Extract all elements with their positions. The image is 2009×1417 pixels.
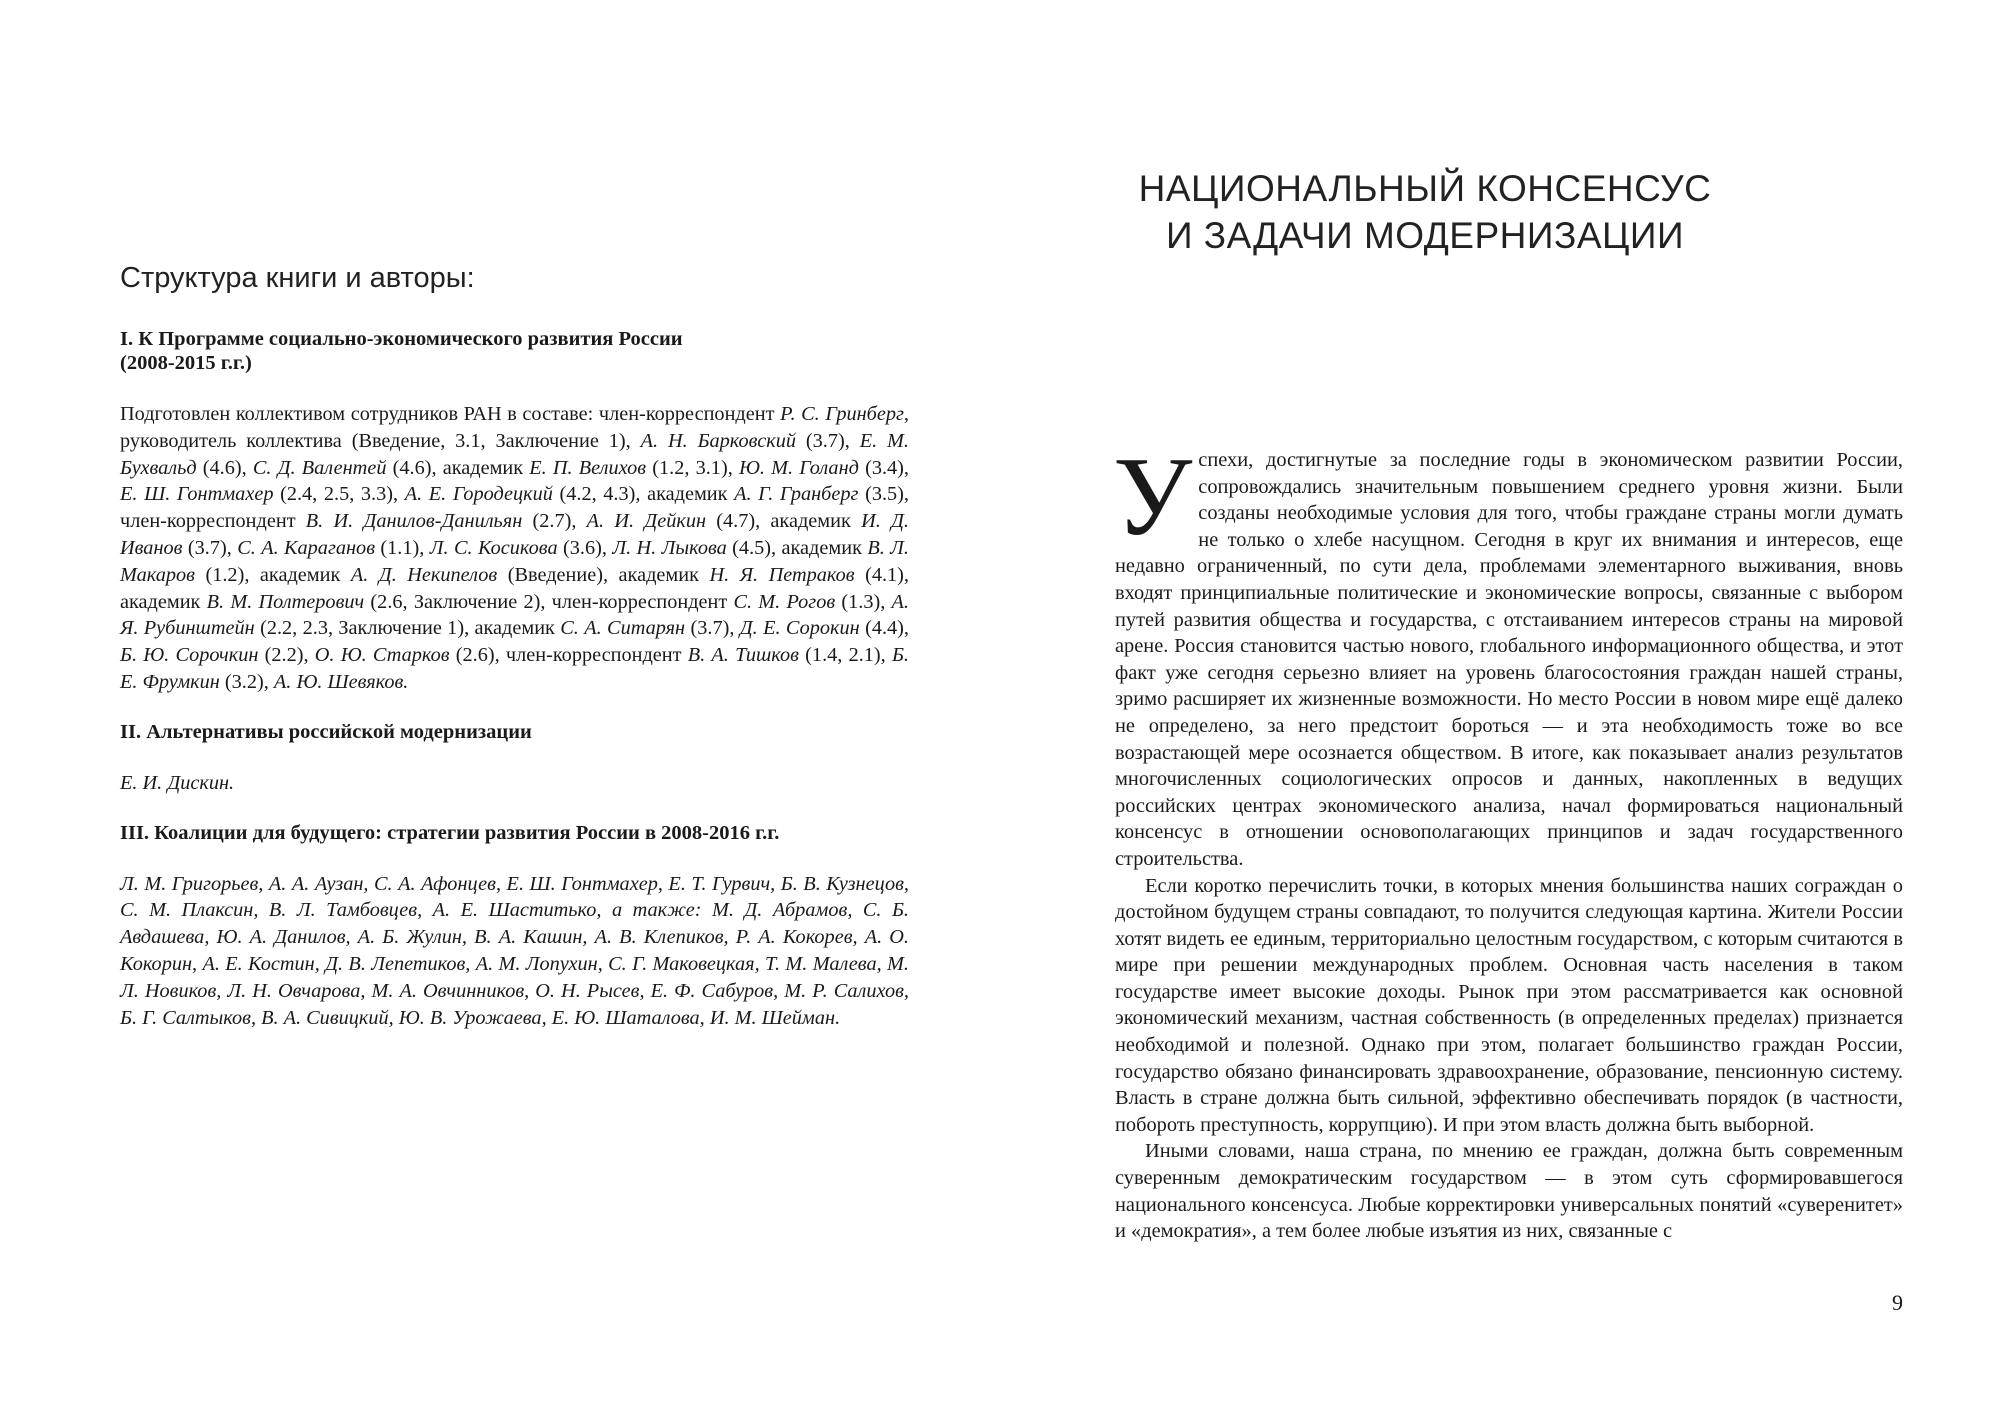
author-note: (3.6), [557,536,613,559]
author-note: (3.2), [219,670,274,693]
author-note: , руководитель коллектива (Введение, 3.1, Заключение 1), [120,403,909,452]
author-name: А. Д. Некипелов [350,563,498,586]
chapter-title-line1: НАЦИОНАЛЬНЫЙ КОНСЕНСУС [1138,167,1712,209]
author-name: А. Н. Барковский [640,429,796,452]
left-page-content [120,262,909,1055]
author-name: А. Ю. Шевяков. [273,670,409,693]
body-paragraph-3: Иными словами, наша страна, по мнению ее граждан, должна быть современным суверенным демократическим государством — в этом суть сформировавшегося национального консенсуса. Любые корректировки универсальных понятий «суверенитет» и «демократия», а тем более любые изъятия из них, связанные с [1115,1140,1903,1243]
author-name: Е. П. Велихов [529,456,647,479]
author-note: (4.5), академик [726,536,868,559]
author-name: В. И. Данилов-Данильян [305,510,523,533]
author-name: Е. М. Бухвальд [120,429,909,479]
author-name: С. А. Ситарян [560,617,686,640]
author-note: (2.2), [258,644,315,667]
author-note: (2.7), [522,510,587,533]
section-2-heading: II. Альтернативы российской модернизации [120,720,532,743]
right-page [1000,0,2009,1417]
section-1-heading-line2: (2008-2015 г.г.) [120,352,252,374]
author-name: С. М. Рогов [733,590,836,613]
page-number: 9 [1892,1290,1903,1315]
author-note: (4.7), академик [706,510,862,533]
author-note: (3.7), [685,617,740,640]
author-name: А. И. Дейкин [586,510,707,533]
body-paragraph-1 [1113,435,1903,873]
author-name: В. А. Тишков [687,644,799,667]
author-note: (1.3), [835,590,892,613]
section-2-author: Е. И. Дискин. [120,771,235,794]
author-note: (4.6), [196,456,253,479]
section-3-heading: III. Коалиции для будущего: стратегии развития России в 2008-2016 г.г. [120,821,780,844]
left-page [0,0,1000,1417]
author-note: (1.1), [375,536,430,559]
author-name: Д. Е. Сорокин [739,617,860,640]
author-name: Ю. М. Голанд [738,456,859,479]
author-name: А. Я. Рубинштейн [120,590,909,640]
author-name: Б. Ю. Сорочкин [120,644,259,667]
author-note: (4.4), [859,617,910,640]
author-note: (4.1), академик [120,563,909,613]
author-name: А. Г. Гранберг [734,483,859,506]
author-note: (2.2, 2.3, Заключение 1), академик [254,617,561,640]
author-name: Н. Я. Петраков [709,563,855,586]
author-name: Л. Н. Лыкова [612,536,727,559]
chapter-title-line2: И ЗАДАЧИ МОДЕРНИЗАЦИИ [1165,214,1685,256]
section-1-intro: Подготовлен коллективом сотрудников РАН в составе: член-корреспондент [120,403,775,425]
author-note: (2.6, Заключение 2), член-корреспондент [364,590,734,613]
author-name: Е. Ш. Гонтмахер [120,483,274,506]
author-note: (3.7), [795,429,860,452]
body-paragraph-1-text: спехи, достигнутые за последние годы в экономическом развитии России, сопровождались значительным повышением среднего уровня жизни. Были созданы необходимые условия для того, чтобы граждане страны могли думать не только о хлебе насущном. Сегодня в круг их внимания и интересов, еще недавно ограниченный, по сути дела, проблемами элементарного выживания, вновь входят принципиальные политические и экономические вопросы, связанные с выбором путей развития общества и государства, с отстаиванием интересов страны на мировой арене. Россия становится частью нового, глобального информационного общества, и этот факт уже сегодня серьезно влияет на уровень благосостояния граждан нашей страны, зримо расширяет их жизненные возможности. Но место России в новом мире ещё далеко не определено, за него предстоит бороться — и эта необходимость тоже во все возрастающей мере осознается обществом. В итоге, как показывает анализ результатов многочисленных социологических опросов и данных, накопленных в ведущих российских центрах экономического анализа, начал формироваться национальный консенсус в отношении основополагающих принципов и задач государственного строительства. [1115,449,1903,870]
author-name: О. Ю. Старков [314,644,450,667]
body-paragraph-2: Если коротко перечислить точки, в которых мнения большинства наших сограждан о достойном будущем страны совпадают, то получится следующая картина. Жители России хотят видеть ее единым, территориально целостным государством, с которым считаются в мире при решении международных проблем. Основная часть населения в таком государстве имеет высокие доходы. Рынок при этом рассматривается как основной экономический механизм, частная собственность (в определенных пределах) признается необходимой и полезной. Однако при этом, полагает большинство граждан России, государство обязано финансировать здравоохранение, образование, пенсионную систему. Власть в стране должна быть сильной, эффективно обеспечивать порядок (в частности, побороть преступность, коррупцию). И при этом власть должна быть выборной. [1115,874,1903,1136]
author-name: Л. С. Косикова [429,536,558,559]
chapter-body [1113,435,1903,1245]
section-1-heading-line1: I. К Программе социально-экономического развития России [120,328,683,350]
author-note: (2.4, 2.5, 3.3), [273,483,405,506]
author-note: (1.2), академик [194,563,351,586]
author-note: (4.6), академик [386,456,530,479]
author-name: Б. Е. Фрумкин [120,644,910,693]
author-name: В. М. Полтерович [206,590,365,613]
author-note: (Введение), академик [497,563,710,586]
author-name: И. Д. Иванов [120,510,909,559]
section-1-heading [120,327,909,375]
author-note: (3.4), [858,456,909,479]
section-3-authors: Л. М. Григорьев, А. А. Аузан, С. А. Афонцев, Е. Ш. Гонтмахер, Е. Т. Гурвич, Б. В. Кузнецов, С. М. Плаксин, В. Л. Тамбовцев, А. Е. Шаститько, а также: М. Д. Абрамов, С. Б. Авдашева, Ю. А. Данилов, А. Б. Жулин, В. А. Кашин, А. В. Клепиков, Р. А. Кокорев, А. О. Кокорин, А. Е. Костин, Д. В. Лепетиков, А. М. Лопухин, С. Г. Маковецкая, Т. М. Малева, М. Л. Новиков, Л. Н. Овчарова, М. А. Овчинников, О. Н. Рысев, Е. Ф. Сабуров, М. Р. Салихов, Б. Г. Салтыков, В. А. Сивицкий, Ю. В. Урожаева, Е. Ю. Шаталова, И. М. Шейман. [120,872,909,1029]
drop-cap: У [1113,435,1193,559]
author-name: В. Л. Макаров [120,536,909,586]
author-note: (4.2, 4.3), академик [552,483,735,506]
author-note: (1.2, 3.1), [646,456,739,479]
author-note: (1.4, 2.1), [798,644,892,667]
author-name: С. Д. Валентей [252,456,387,479]
chapter-title [1115,165,1735,259]
author-note: (3.5), член-корреспондент [120,483,909,533]
structure-title: Структура книги и авторы: [120,262,475,294]
author-name: С. А. Караганов [237,536,376,559]
author-note: (2.6), член-корреспондент [449,644,688,667]
author-note: (3.7), [182,536,238,559]
author-name: Р. С. Гринберг [780,403,904,425]
section-1-authors [120,401,909,696]
author-name: А. Е. Городецкий [404,483,553,506]
